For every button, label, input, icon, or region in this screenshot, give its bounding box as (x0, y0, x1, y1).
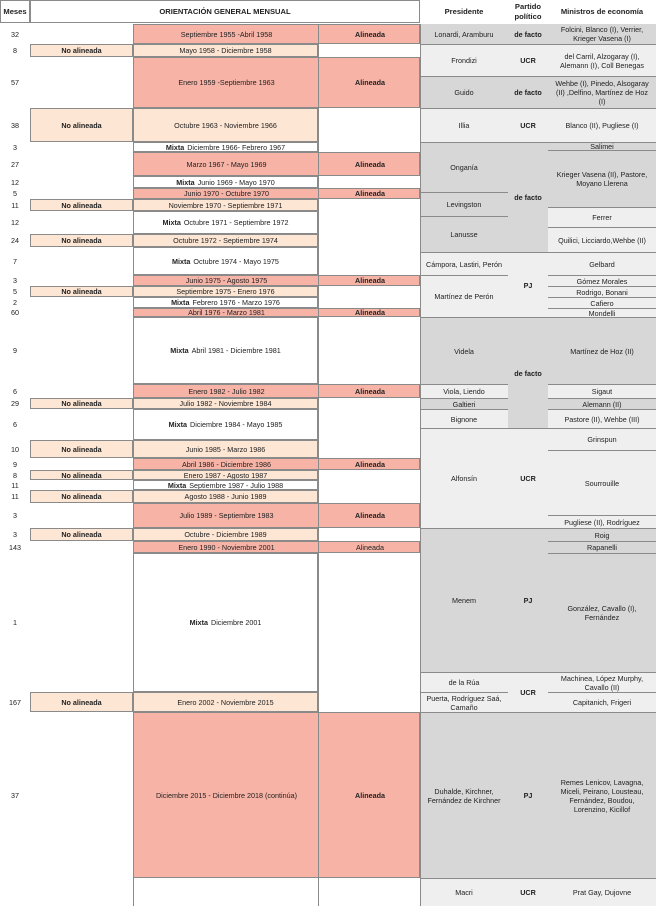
row-months: 6 (13, 420, 17, 429)
row-months: 3 (13, 530, 17, 539)
party-cell: PJ (508, 712, 548, 878)
orientation-aligned (133, 308, 420, 317)
party-cell: de facto (508, 76, 548, 108)
header-partido: Partido político (514, 2, 542, 21)
header-orientacion: ORIENTACIÓN GENERAL MENSUAL (30, 0, 420, 23)
row-months: 167 (9, 697, 21, 707)
orientation-aligned (133, 503, 420, 528)
president-cell: Bignone (420, 409, 508, 428)
row-months: 143 (9, 542, 21, 552)
row-months: 5 (13, 287, 17, 296)
president-cell: Illia (420, 108, 508, 142)
period-label: Octubre 1971 - Septiembre 1972 (183, 218, 289, 227)
orientation-mixed (133, 317, 318, 384)
period-label: Abril 1981 - Diciembre 1981 (191, 346, 281, 355)
period-label: Octubre 1974 - Mayo 1975 (193, 256, 279, 266)
party-cell: PJ (508, 528, 548, 672)
party-cell: UCR (508, 878, 548, 906)
grid-line (318, 24, 319, 906)
orientation-aligned (133, 57, 420, 108)
orientation-aligned (133, 541, 420, 553)
period-label: Enero 1982 - Julio 1982 (188, 386, 265, 396)
president-cell: Lonardi, Aramburu (420, 24, 508, 44)
mixed-label: Mixta (162, 218, 181, 227)
alignment-label: Alineada (355, 276, 385, 285)
mixed-label: Mixta (165, 142, 185, 152)
row-months: 37 (11, 790, 19, 800)
alignment-label: Alineada (355, 159, 385, 169)
president-cell: Videla (420, 317, 508, 384)
minister-cell: Sigaut (548, 384, 656, 398)
minister-cell: Pastore (II), Wehbe (III) (548, 409, 656, 428)
party-cell: UCR (508, 44, 548, 76)
minister-cell: Gelbard (548, 252, 656, 275)
period-label: Noviembre 1970 - Septiembre 1971 (133, 199, 318, 211)
party-cell: UCR (508, 428, 548, 528)
row-months: 29 (11, 399, 19, 408)
minister-cell: Grinspun (548, 428, 656, 450)
mixed-label: Mixta (189, 618, 209, 627)
orientation-mixed (133, 553, 318, 692)
period-label: Abril 1976 - Marzo 1981 (188, 308, 265, 317)
alignment-label: Alineada (356, 542, 384, 552)
period-label: Enero 1959 -Septiembre 1963 (178, 78, 275, 87)
orientation-aligned (133, 712, 420, 878)
minister-cell: Remes Lenicov, Lavagna, Miceli, Peirano, Lousteau, Fernández, Boudou, Lorenzino, Kicillof (548, 712, 656, 878)
period-label: Enero 1987 - Agosto 1987 (133, 470, 318, 480)
row-months: 8 (13, 46, 17, 55)
row-months: 2 (13, 298, 17, 307)
alignment-label: Alineada (355, 790, 385, 800)
orientation-mixed (133, 176, 318, 188)
minister-cell: Sourrouille (548, 450, 656, 515)
alignment-label: Alineada (355, 459, 385, 469)
president-cell: Viola, Liendo (420, 384, 508, 398)
period-label: Junio 1985 - Marzo 1986 (133, 440, 318, 458)
period-label: Octubre - Diciembre 1989 (133, 528, 318, 541)
alignment-label: No alineada (30, 490, 133, 503)
president-cell: Alfonsín (420, 428, 508, 528)
alignment-label: Alineada (355, 29, 385, 39)
row-months: 60 (11, 308, 19, 317)
period-label: Enero 1990 - Noviembre 2001 (178, 542, 275, 552)
header-meses: Meses (0, 0, 30, 23)
row-months: 11 (11, 480, 19, 490)
period-label: Octubre 1972 - Septiembre 1974 (133, 234, 318, 247)
row-months: 9 (13, 346, 17, 355)
alignment-label: No alineada (30, 199, 133, 211)
party-cell: UCR (508, 672, 548, 712)
minister-cell: Roig (548, 528, 656, 541)
party-cell: de facto (508, 142, 548, 252)
alignment-label: No alineada (30, 108, 133, 142)
minister-cell: Prat Gay, Dujovne (548, 878, 656, 906)
minister-cell: Gómez Morales (548, 275, 656, 286)
orientation-aligned (133, 384, 420, 398)
grid-line (133, 24, 134, 906)
row-months: 6 (13, 386, 17, 396)
orientation-mixed (133, 480, 318, 490)
row-months: 32 (11, 29, 19, 39)
row-months: 3 (13, 276, 17, 285)
period-label: Enero 2002 - Noviembre 2015 (133, 692, 318, 712)
period-label: Agosto 1988 - Junio 1989 (133, 490, 318, 503)
period-label: Junio 1969 - Mayo 1970 (197, 177, 275, 187)
row-months: 11 (11, 200, 19, 210)
period-label: Septiembre 1955 -Abril 1958 (180, 29, 273, 39)
period-label: Diciembre 2001 (211, 618, 262, 627)
minister-cell: Martínez de Hoz (II) (548, 317, 656, 384)
president-cell: Levingston (420, 192, 508, 216)
minister-cell: Salimei (548, 142, 656, 150)
header-presidente: Presidente (444, 6, 484, 16)
row-months: 9 (13, 459, 17, 469)
orientation-aligned (133, 275, 420, 286)
minister-cell: Ferrer (548, 207, 656, 227)
period-label: Julio 1982 - Noviembre 1984 (133, 398, 318, 409)
president-cell: Puerta, Rodríguez Saá, Camaño (420, 692, 508, 712)
orientation-aligned (133, 458, 420, 470)
row-months: 27 (11, 159, 19, 169)
header-ministros: Ministros de economía (560, 6, 644, 16)
row-months: 11 (11, 492, 19, 501)
minister-cell: Blanco (II), Pugliese (I) (548, 108, 656, 142)
party-cell: de facto (508, 24, 548, 44)
period-label: Abril 1986 - Diciembre 1986 (181, 459, 272, 469)
period-label: Junio 1975 - Agosto 1975 (185, 276, 268, 285)
alignment-label: No alineada (30, 286, 133, 297)
period-label: Diciembre 1966- Febrero 1967 (187, 142, 286, 152)
president-cell: Lanusse (420, 216, 508, 252)
minister-cell: Rodrigo, Bonani (548, 286, 656, 297)
row-months: 12 (11, 218, 19, 227)
row-months: 57 (11, 78, 19, 87)
minister-cell: Folcini, Blanco (I), Verrier, Krieger Vasena (I) (548, 24, 656, 44)
period-label: Diciembre 2015 - Diciembre 2018 (continúa) (155, 790, 298, 800)
mixed-label: Mixta (170, 346, 189, 355)
period-label: Mayo 1958 - Diciembre 1958 (133, 44, 318, 57)
orientation-mixed (133, 142, 318, 152)
minister-cell: González, Cavallo (I), Fernández (548, 553, 656, 672)
president-cell: Menem (420, 528, 508, 672)
minister-cell: Mondelli (548, 308, 656, 317)
mixed-label: Mixta (176, 177, 195, 187)
orientation-mixed (133, 211, 318, 234)
party-cell: de facto (508, 317, 548, 428)
president-cell: Guido (420, 76, 508, 108)
minister-cell: Capitanich, Frigeri (548, 692, 656, 712)
row-months: 12 (11, 177, 19, 187)
period-label: Diciembre 1984 - Mayo 1985 (190, 420, 283, 429)
minister-cell: Krieger Vasena (II), Pastore, Moyano Llerena (548, 150, 656, 207)
period-label: Septiembre 1975 - Enero 1976 (133, 286, 318, 297)
president-cell: Martínez de Perón (420, 275, 508, 317)
minister-cell: Cafiero (548, 297, 656, 308)
orientation-aligned (133, 188, 420, 199)
row-months: 10 (11, 444, 19, 454)
alignment-label: Alineada (355, 78, 385, 87)
president-cell: de la Rúa (420, 672, 508, 692)
alignment-label: No alineada (30, 234, 133, 247)
president-cell: Onganía (420, 142, 508, 192)
alignment-label: No alineada (30, 398, 133, 409)
orientation-mixed (133, 409, 318, 440)
row-months: 7 (13, 256, 17, 266)
alignment-label: No alineada (30, 440, 133, 458)
mixed-label: Mixta (172, 256, 191, 266)
period-label: Septiembre 1987 - Julio 1988 (189, 480, 284, 490)
orientation-mixed (133, 247, 318, 275)
period-label: Junio 1970 - Octubre 1970 (183, 189, 270, 198)
period-label: Febrero 1976 - Marzo 1976 (192, 298, 280, 307)
president-cell: Cámpora, Lastiri, Perón (420, 252, 508, 275)
alignment-label: No alineada (30, 528, 133, 541)
row-months: 24 (11, 236, 19, 245)
minister-cell: del Carril, Alzogaray (I), Alemann (I), Coll Benegas (548, 44, 656, 76)
mixed-label: Mixta (168, 420, 188, 429)
mixed-label: Mixta (167, 480, 187, 490)
minister-cell: Pugliese (II), Rodríguez (548, 515, 656, 528)
row-months: 3 (13, 142, 17, 152)
president-cell: Duhalde, Kirchner, Fernández de Kirchner (420, 712, 508, 878)
president-cell: Macri (420, 878, 508, 906)
party-cell: UCR (508, 108, 548, 142)
minister-cell: Alemann (II) (548, 398, 656, 409)
alignment-label: Alineada (355, 308, 385, 317)
row-months: 8 (13, 470, 17, 480)
row-months: 38 (11, 120, 19, 130)
period-label: Marzo 1967 - Mayo 1969 (186, 159, 267, 169)
alignment-label: Alineada (355, 189, 385, 198)
minister-cell: Machinea, López Murphy, Cavallo (II) (548, 672, 656, 692)
minister-cell: Rapanelli (548, 541, 656, 553)
alignment-label: No alineada (30, 692, 133, 712)
party-cell: PJ (508, 252, 548, 317)
orientation-aligned (133, 152, 420, 176)
alignment-label: Alineada (355, 511, 385, 520)
orientation-mixed (133, 297, 318, 308)
alignment-label: No alineada (30, 470, 133, 480)
grid-line (420, 24, 421, 906)
alignment-label: No alineada (30, 44, 133, 57)
row-months: 5 (13, 189, 17, 198)
mixed-label: Mixta (171, 298, 190, 307)
minister-cell: Wehbe (I), Pinedo, Alsogaray (II) ,Delfino, Martínez de Hoz (I) (548, 76, 656, 108)
orientation-aligned (133, 24, 420, 44)
period-label: Octubre 1963 - Noviembre 1966 (133, 108, 318, 142)
president-cell: Frondizi (420, 44, 508, 76)
period-label: Julio 1989 - Septiembre 1983 (179, 511, 274, 520)
row-months: 1 (13, 618, 17, 627)
president-cell: Galtieri (420, 398, 508, 409)
minister-cell: Quilici, Licciardo,Wehbe (II) (548, 227, 656, 252)
alignment-label: Alineada (355, 386, 385, 396)
row-months: 3 (13, 511, 17, 520)
